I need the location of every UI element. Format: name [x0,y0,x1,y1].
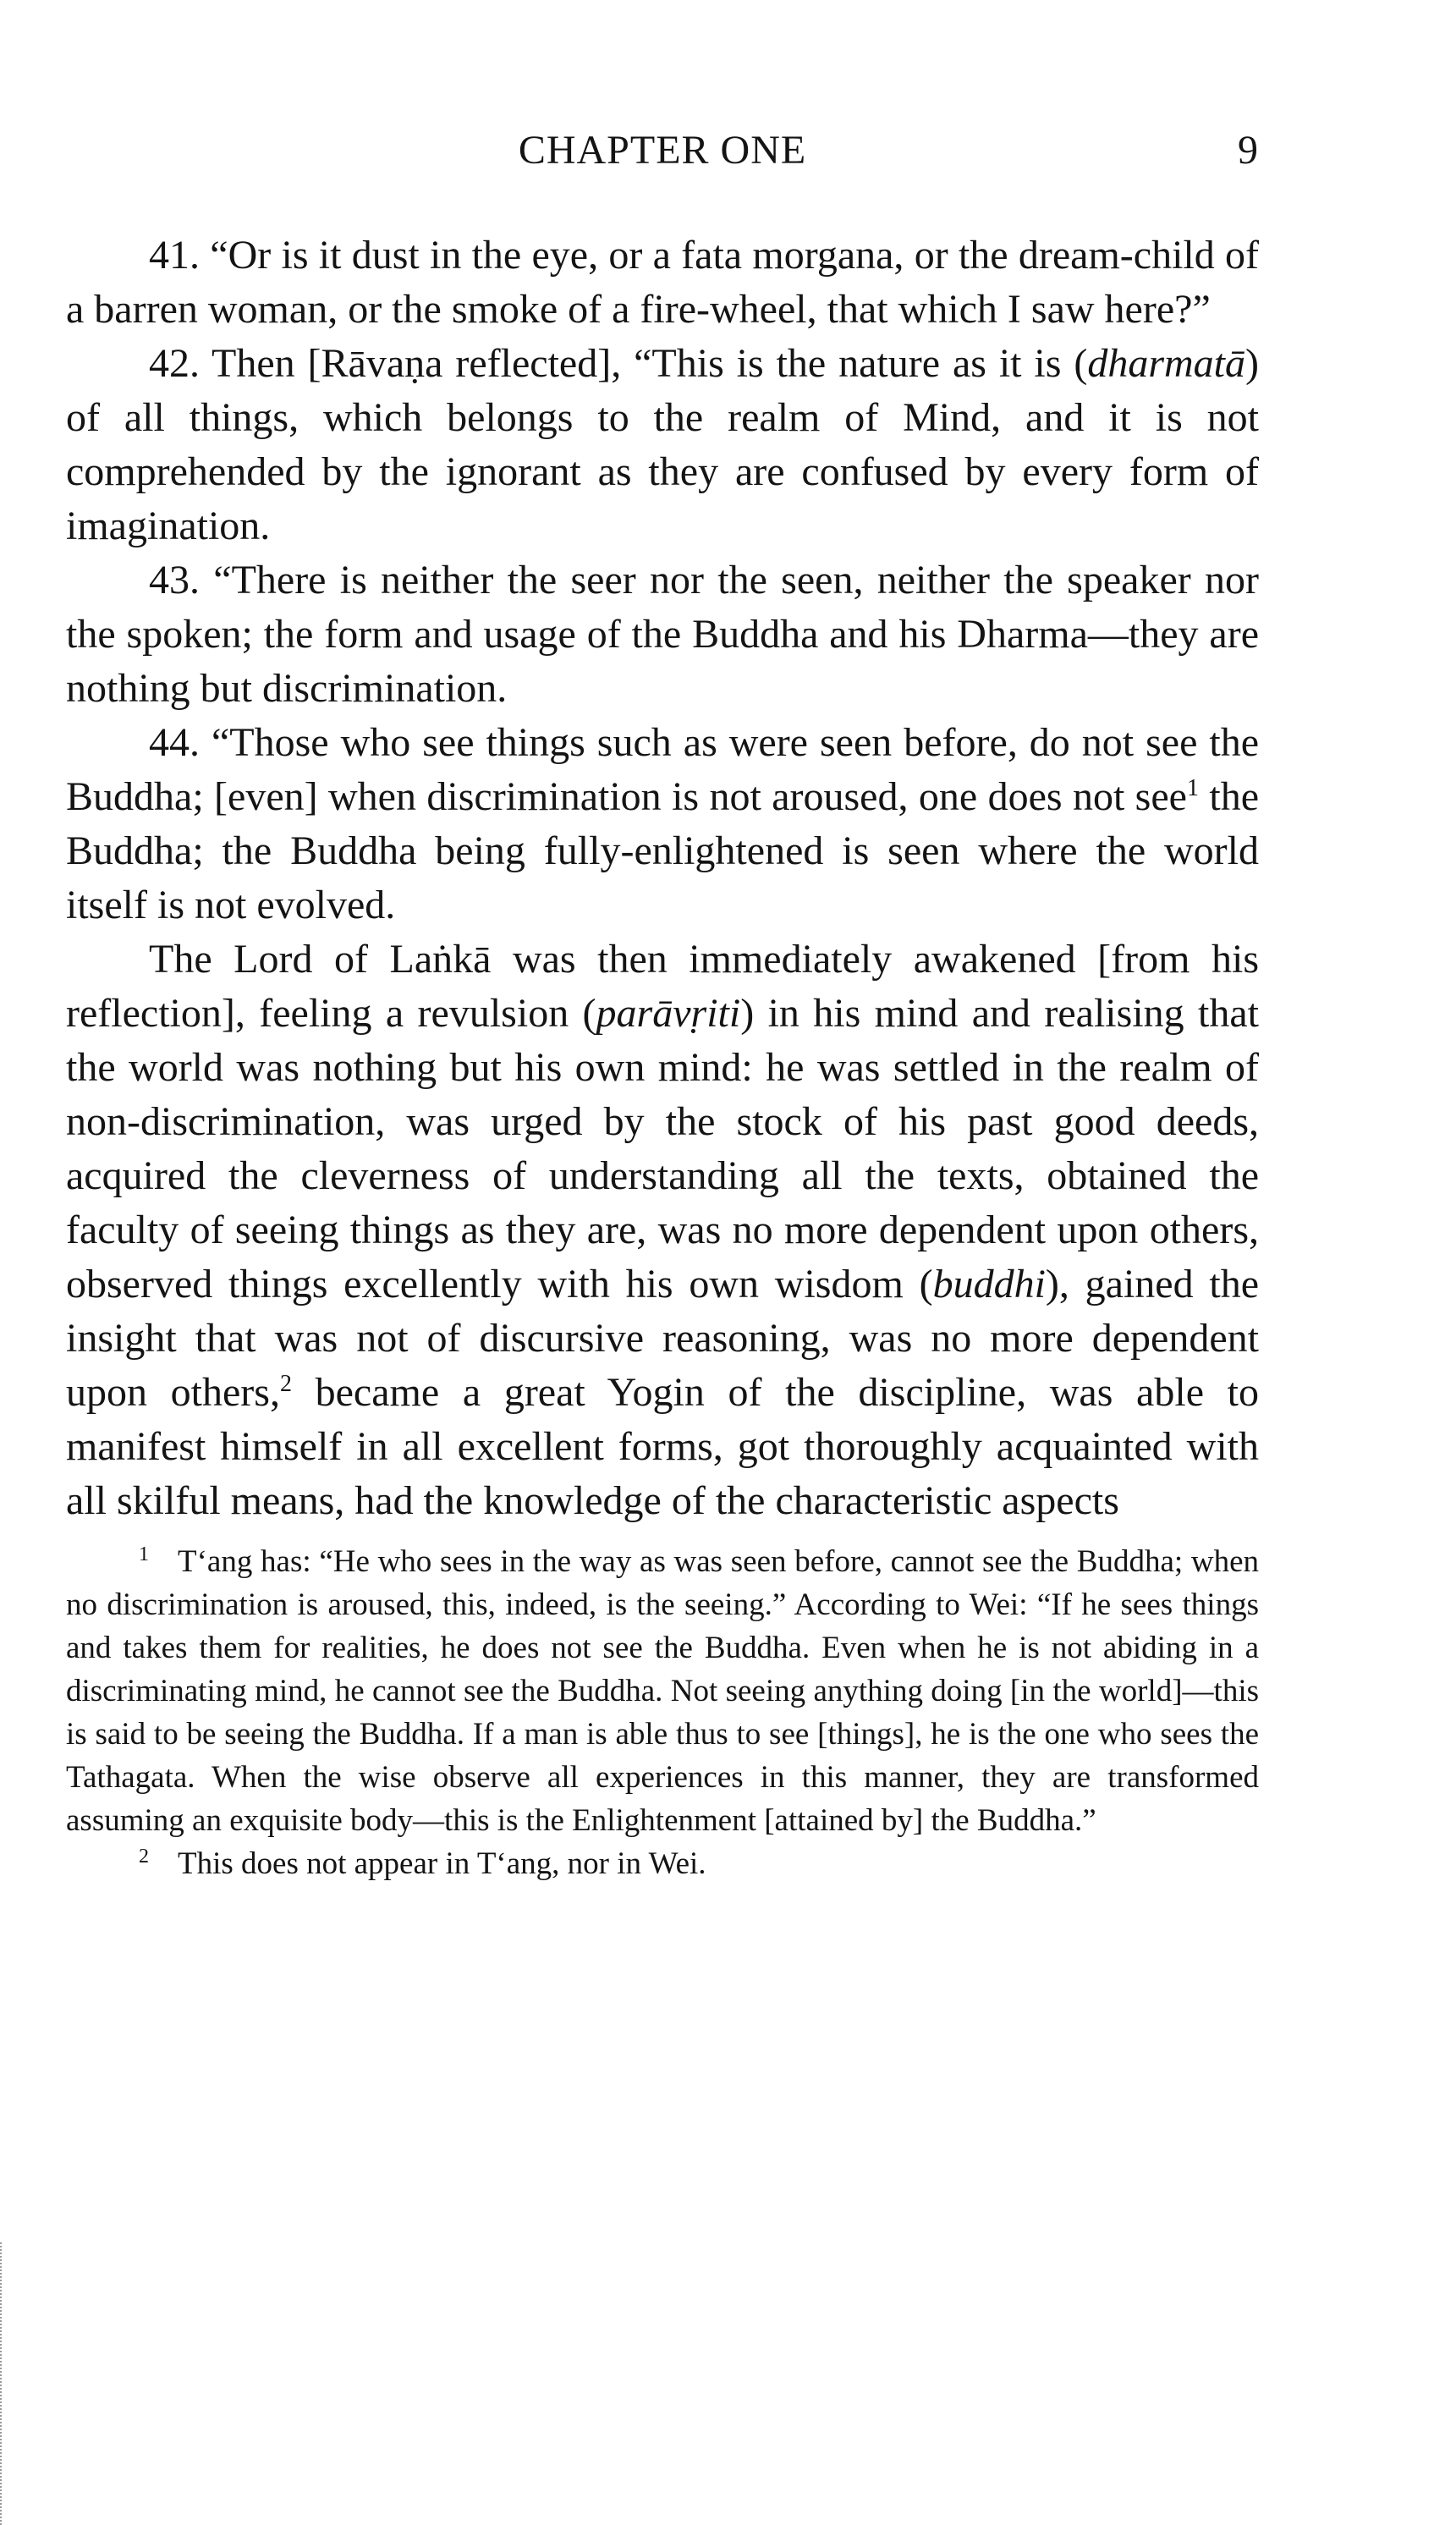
chapter-title: CHAPTER ONE [518,128,807,173]
narrative-text-c: ), gained the insight that was not of discursive reasoning, was no more dependent upon others, [66,1262,1260,1415]
footnote-2-text: This does not appear in T‘ang, nor in Wei. [178,1846,706,1881]
running-head [66,127,1259,195]
term-paravriti: parāvṛiti [596,991,741,1036]
narrative-text-d: became a great Yogin of the discipline, was able to manifest himself in all excellent forms, got thoroughly acquainted with all skilful means, had the knowledge of the characteristic aspects [66,1370,1259,1523]
narrative-text-b: ) in his mind and realising that the world was nothing but his own mind: he was settled in the realm of non-discrimination, was urged by the stock of his past good deeds, acquired the cleverness of understanding all the texts, obtained the faculty of seeing things as they are, was no more dependent upon others, observed things excellently with his own wisdom ( [66,991,1259,1307]
verse-44-text-a: 44. “Those who see things such as were seen before, do not see the Buddha; [even] when discrimination is not aroused, one does not see [66,720,1259,819]
footnote-2 [66,1842,1259,1885]
footnote-ref-2[interactable]: 2 [279,1371,292,1397]
footnote-ref-1[interactable]: 1 [1186,775,1199,801]
verse-42-text-a: 42. Then [Rāvaṇa reflected], “This is the nature as it is ( [149,341,1088,386]
verse-44-text-b: the Buddha; the Buddha being fully-enlightened is seen where the world itself is not evolved. [66,774,1260,927]
verse-42 [66,337,1259,553]
footnote-1 [66,1540,1259,1842]
narrative-text-a: The Lord of Laṅkā was then immediately awakened [from his reflection], feeling a revulsion ( [66,937,1259,1036]
term-dharmata: dharmatā [1087,341,1246,386]
footnote-1-mark: 1 [139,1543,149,1565]
body-text [66,228,1259,1528]
footnote-1-text: T‘ang has: “He who sees in the way as was seen before, cannot see the Buddha; when no discrimination is aroused, this, indeed, is the seeing.” According to Wei: “If he sees things and takes them for realities, he does not see the Buddha. Even when he is not abiding in a discriminating mind, he cannot see the Buddha. Not seeing anything doing [in the world]—this is said to be seeing the Buddha. If a man is able thus to see [things], he is the one who sees the Tathagata. When the wise observe all experiences in this manner, they are transformed assuming an exquisite body—this is the Enlightenment [attained by] the Buddha.” [66,1544,1259,1838]
footnote-2-mark: 2 [139,1845,149,1868]
footnotes [66,1540,1259,1885]
book-page [66,127,1259,1885]
verse-41: 41. “Or is it dust in the eye, or a fata morgana, or the dream-child of a barren woman, or the smoke of a fire-wheel, that which I saw here?” [66,233,1259,332]
narrative-paragraph [66,932,1259,1528]
verse-42-text-b: ) of all things, which belongs to the realm of Mind, and it is not comprehended by the ignorant as they are confused by every form of imagination. [66,341,1259,548]
verse-44 [66,716,1259,932]
scan-edge-marks [0,2242,5,2525]
verse-43: 43. “There is neither the seer nor the seen, neither the speaker nor the spoken; the form and usage of the Buddha and his Dharma—they are nothing but discrimination. [66,558,1259,711]
term-buddhi: buddhi [932,1262,1046,1307]
page-number: 9 [1238,128,1259,173]
